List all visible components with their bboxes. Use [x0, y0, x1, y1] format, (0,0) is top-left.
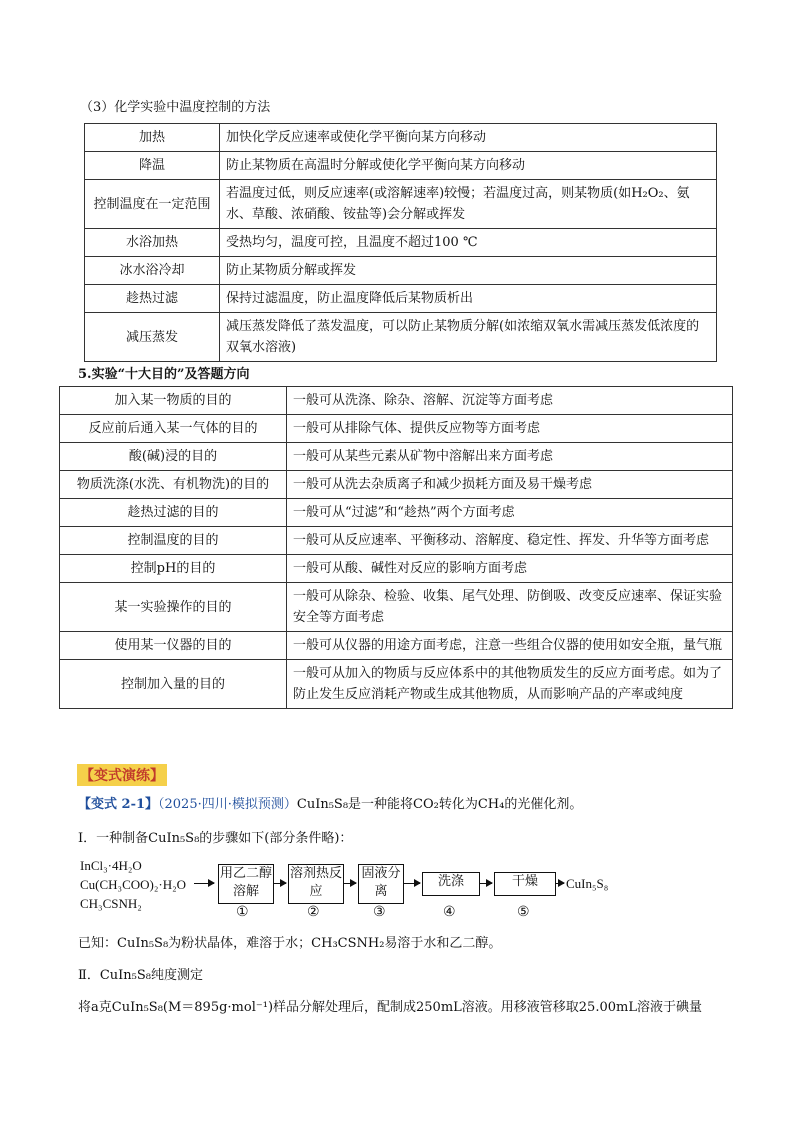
- flow-arrow: [194, 883, 214, 884]
- flow-step-box: [358, 864, 404, 904]
- flow-step-label: 干燥: [511, 874, 538, 889]
- flow-arrow: [403, 883, 420, 884]
- flow-step-label: 洗涤: [437, 874, 464, 889]
- reagent-item: InCl₃·4H₂O: [80, 858, 142, 873]
- flow-step-number: ③: [373, 904, 386, 920]
- table-row: [60, 632, 733, 660]
- table-key-cell: 酸(碱)浸的目的: [60, 443, 287, 471]
- table-key-cell: 控制温度在一定范围: [85, 180, 220, 229]
- table-value-cell: 一般可从仪器的用途方面考虑，注意一些组合仪器的使用如安全瓶，量气瓶: [287, 632, 733, 660]
- table-row: [85, 257, 717, 285]
- known-info: 已知：CuIn₅S₈为粉状晶体，难溶于水；CH₃CSNH₂易溶于水和乙二醇。: [78, 936, 502, 951]
- flow-step-box: [422, 872, 480, 896]
- reagent-list: [80, 856, 186, 913]
- flow-arrow: [479, 883, 492, 884]
- table-row: [85, 152, 717, 180]
- table-key-cell: 降温: [85, 152, 220, 180]
- flow-arrow: [343, 883, 356, 884]
- table-value-cell: 防止某物质分解或挥发: [220, 257, 717, 285]
- table-value-cell: 保持过滤温度，防止温度降低后某物质析出: [220, 285, 717, 313]
- table-value-cell: 一般可从排除气体、提供反应物等方面考虑: [287, 415, 733, 443]
- variant-label: 【变式 2-1】: [78, 797, 159, 812]
- flow-step-label: 溶剂热反应: [289, 866, 342, 899]
- reagent-item: CH₃CSNH₂: [80, 896, 142, 911]
- table-row: [60, 555, 733, 583]
- table-value-cell: 一般可从反应速率、平衡移动、溶解度、稳定性、挥发、升华等方面考虑: [287, 527, 733, 555]
- flow-step-number: ②: [307, 904, 320, 920]
- section-heading-temperature: （3）化学实验中温度控制的方法: [80, 100, 271, 115]
- variant-question-line: [78, 793, 582, 812]
- table-key-cell: 冰水浴冷却: [85, 257, 220, 285]
- table-key-cell: 控制温度的目的: [60, 527, 287, 555]
- table-key-cell: 趁热过滤的目的: [60, 499, 287, 527]
- table-row: [60, 471, 733, 499]
- table-row: [85, 285, 717, 313]
- table-value-cell: 一般可从洗去杂质离子和减少损耗方面及易干燥考虑: [287, 471, 733, 499]
- flow-arrow: [273, 883, 286, 884]
- purity-procedure-text: 将a克CuIn₅S₈(M＝895g·mol⁻¹)样品分解处理后，配制成250mL溶液。用移液管移取25.00mL溶液于碘量: [78, 1000, 702, 1015]
- part1-intro: Ⅰ．一种制备CuIn₅S₈的步骤如下(部分条件略)：: [78, 831, 353, 846]
- table-row: [85, 124, 717, 152]
- experiment-purpose-table: [59, 386, 733, 709]
- flow-step-number: ④: [443, 904, 456, 920]
- table-key-cell: 加入某一物质的目的: [60, 387, 287, 415]
- flow-step-box: [288, 864, 344, 904]
- table-key-cell: 控制pH的目的: [60, 555, 287, 583]
- table-row: [60, 583, 733, 632]
- table-value-cell: 若温度过低，则反应速率(或溶解速率)较慢；若温度过高，则某物质(如H₂O₂、氨水、草酸、浓硝酸、铵盐等)会分解或挥发: [220, 180, 717, 229]
- reagent-item: Cu(CH₃COO)₂·H₂O: [80, 877, 187, 892]
- flow-step-box: [494, 872, 556, 896]
- table-value-cell: 防止某物质在高温时分解或使化学平衡向某方向移动: [220, 152, 717, 180]
- part2-heading: Ⅱ．CuIn₅S₈纯度测定: [78, 968, 203, 983]
- table-row: [60, 499, 733, 527]
- table-key-cell: 加热: [85, 124, 220, 152]
- table-key-cell: 某一实验操作的目的: [60, 583, 287, 632]
- table-value-cell: 一般可从酸、碱性对反应的影响方面考虑: [287, 555, 733, 583]
- flow-arrow: [555, 883, 564, 884]
- flow-step-number: ①: [236, 904, 249, 920]
- table-row: [60, 387, 733, 415]
- table-value-cell: 受热均匀，温度可控，且温度不超过100 ℃: [220, 229, 717, 257]
- flow-step-label: 固液分离: [361, 866, 401, 899]
- flow-step-label: 用乙二醇溶解: [219, 866, 272, 899]
- table-value-cell: 一般可从洗涤、除杂、溶解、沉淀等方面考虑: [287, 387, 733, 415]
- table-row: [60, 415, 733, 443]
- table-key-cell: 使用某一仪器的目的: [60, 632, 287, 660]
- variant-text: CuIn₅S₈是一种能将CO₂转化为CH₄的光催化剂。: [296, 797, 583, 812]
- table-row: [85, 229, 717, 257]
- table-value-cell: 一般可从“过滤”和“趁热”两个方面考虑: [287, 499, 733, 527]
- section-heading-ten-purposes: 5.实验“十大目的”及答题方向: [78, 367, 250, 382]
- flow-step-box: [218, 864, 274, 904]
- product-label: CuIn₅S₈: [566, 876, 609, 891]
- table-value-cell: 减压蒸发降低了蒸发温度，可以防止某物质分解(如浓缩双氧水需减压蒸发低浓度的双氧水溶液): [220, 313, 717, 362]
- table-key-cell: 减压蒸发: [85, 313, 220, 362]
- table-key-cell: 物质洗涤(水洗、有机物洗)的目的: [60, 471, 287, 499]
- flow-step-number: ⑤: [517, 904, 530, 920]
- table-key-cell: 控制加入量的目的: [60, 660, 287, 709]
- table-value-cell: 一般可从除杂、检验、收集、尾气处理、防倒吸、改变反应速率、保证实验安全等方面考虑: [287, 583, 733, 632]
- table-key-cell: 水浴加热: [85, 229, 220, 257]
- variant-source: （2025·四川·模拟预测）: [158, 797, 297, 812]
- table-key-cell: 反应前后通入某一气体的目的: [60, 415, 287, 443]
- table-row: [60, 443, 733, 471]
- table-key-cell: 趁热过滤: [85, 285, 220, 313]
- table-row: [60, 660, 733, 709]
- table-row: [85, 180, 717, 229]
- practice-title: 【变式演练】: [77, 764, 167, 786]
- table-row: [60, 527, 733, 555]
- table-value-cell: 一般可从某些元素从矿物中溶解出来方面考虑: [287, 443, 733, 471]
- temperature-control-table: [84, 123, 717, 362]
- table-value-cell: 加快化学反应速率或使化学平衡向某方向移动: [220, 124, 717, 152]
- table-value-cell: 一般可从加入的物质与反应体系中的其他物质发生的反应方面考虑。如为了防止发生反应消耗产物或生成其他物质，从而影响产品的产率或纯度: [287, 660, 733, 709]
- table-row: [85, 313, 717, 362]
